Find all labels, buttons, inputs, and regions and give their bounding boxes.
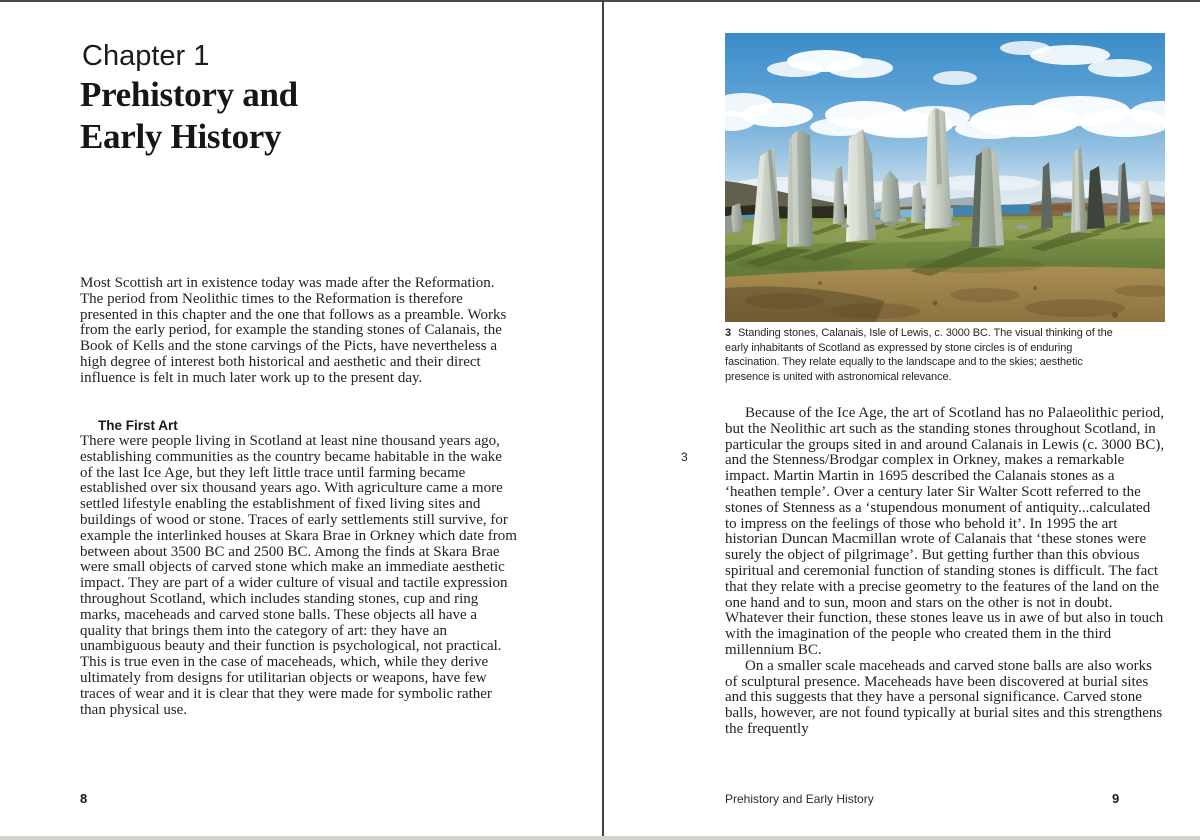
foreground-moor [725, 267, 1165, 322]
running-footer: Prehistory and Early History [725, 792, 874, 806]
figure-margin-ref: 3 [681, 450, 688, 464]
gutter-divider [602, 0, 604, 840]
calanais-photo [725, 33, 1165, 322]
bottom-rule [0, 836, 1200, 840]
chapter-title-line1: Prehistory and [80, 75, 298, 114]
body-paragraph-1: Because of the Ice Age, the art of Scotland has no Palaeolithic period, but the Neolithic art such as the standing stones throughout Scotland, in particular the groups sited in and around Calanais in Lewis (c. 3000 BC), and the Stenness/Brodgar complex in Orkney, makes a remarkable impact. Martin Martin in 1695 described the Calanais stones as a ‘heathen temple’. Over a century later Sir Walter Scott referred to the stones of Stenness as a ‘stupendous monument of antiquity...calculated to impress on the feelings of those who behold it’. In 1995 the art historian Duncan Macmillan wrote of Calanais that ‘these stones were surely the object of pilgrimage’. But getting further than this obvious spiritual and ceremonial function of standing stones is difficult. The fact that they relate with a precise geometry to the features of the land on the one hand and to sun, moon and stars on the other is not in doubt. Whatever their function, these stones leave us in awe of but also in touch with the imagination of the people who created them in the third millennium BC. [725, 405, 1165, 658]
page-number-right: 9 [1112, 791, 1120, 806]
chapter-title-line2: Early History [80, 117, 282, 156]
figure-number: 3 [725, 327, 732, 339]
section-heading: The First Art [98, 418, 178, 433]
intro-paragraph: Most Scottish art in existence today was made after the Reformation. The period from Neolithic times to the Reformation is therefore presented in this chapter and the one that follows as a preamble. Works from the early period, for example the standing stones of Calanais, the Book of Kells and the stone carvings of the Picts, have nevertheless a high degree of interest both historical and aesthetic and their direct influence is felt in much later work up to the present day. [80, 275, 507, 386]
figure-caption [725, 326, 1117, 384]
top-rule [0, 0, 1200, 2]
figure-calanais [725, 33, 1165, 322]
chapter-kicker: Chapter 1 [82, 40, 210, 72]
chapter-title [80, 74, 298, 158]
page-number-left: 8 [80, 791, 88, 806]
right-page-body [725, 406, 1165, 738]
body-paragraph-2: On a smaller scale maceheads and carved stone balls are also works of sculptural presence. Maceheads have been discovered at burial sites and this suggests that they have a personal significance. Carved stone balls, however, are not found typically at burial sites and this strengthens the frequently [725, 657, 1163, 737]
section-paragraph: There were people living in Scotland at least nine thousand years ago, establishing communities as the country became habitable in the wake of the last Ice Age, but they left little trace until farming became established over six thousand years ago. With agriculture came a more settled lifestyle enabling the establishment of fixed living sites and buildings of wood or stone. Traces of early settlements still survive, for example the interlinked houses at Skara Brae in Orkney which date from between about 3500 BC and 2500 BC. Among the finds at Skara Brae were small objects of carved stone which make an immediate aesthetic impact. They are part of a wider culture of visual and tactile expression throughout Scotland, which includes standing stones, cup and ring marks, maceheads and carved stone balls. These objects all have a quality that brings them into the category of art: they have an unambiguous beauty and their function is psychological, not practical. This is true even in the case of maceheads, which, while they derive ultimately from designs for utilitarian objects or weapons, have few traces of wear and it is clear that they were made for symbolic rather than physical use. [80, 433, 517, 718]
figure-caption-text: Standing stones, Calanais, Isle of Lewis, c. 3000 BC. The visual thinking of the early inhabitants of Scotland as expressed by stone circles is of enduring fascination. They relate equally to the landscape and to the skies; aesthetic presence is united with astronomical relevance. [725, 327, 1113, 383]
